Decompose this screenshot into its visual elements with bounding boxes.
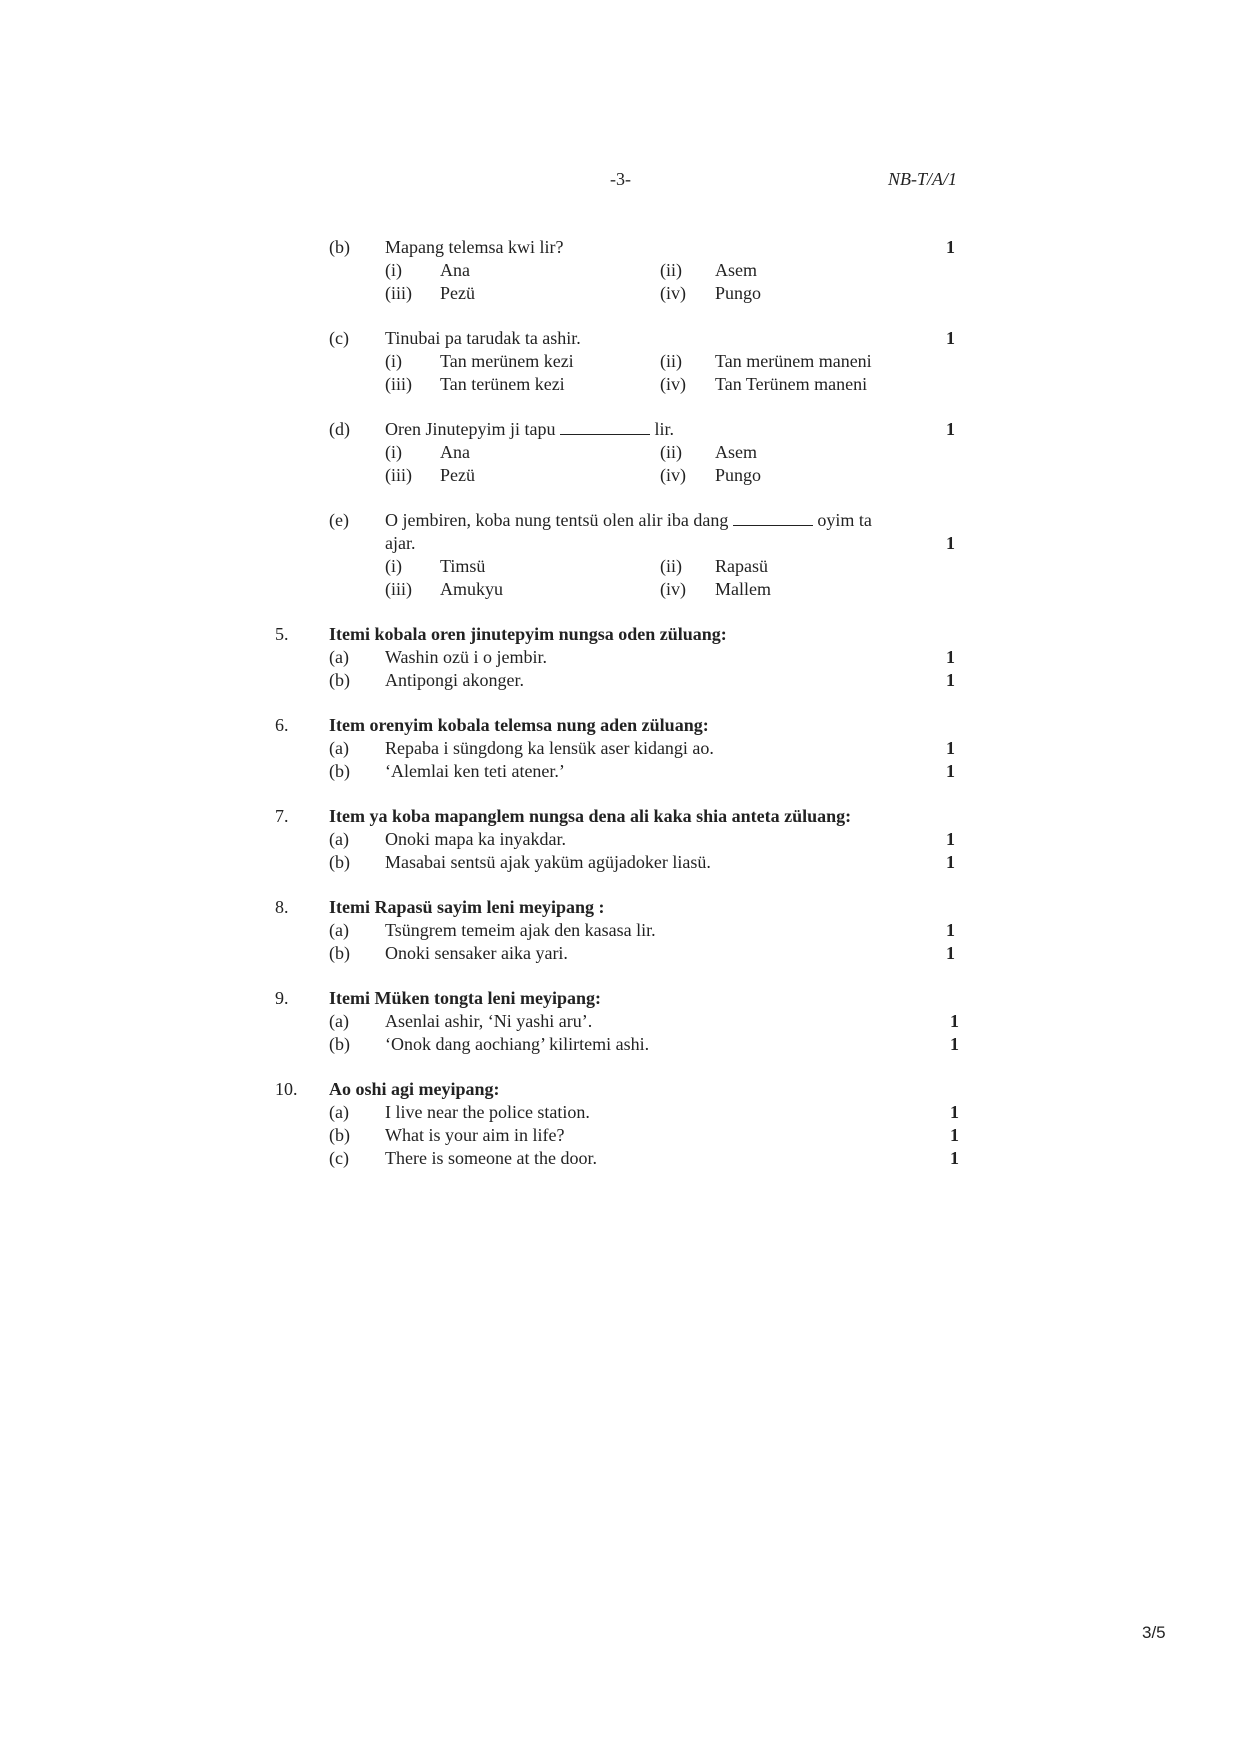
option-text: Amukyu [440, 579, 503, 599]
question-number: 5. [275, 624, 289, 644]
option-text: Pungo [715, 465, 762, 485]
item-text: ‘Alemlai ken teti atener.’ [385, 761, 565, 781]
option-number: (ii) [660, 442, 682, 462]
item-text: Asenlai ashir, ‘Ni yashi aru’. [385, 1011, 593, 1031]
item-text: Tinubai pa tarudak ta ashir. [385, 328, 581, 348]
option-text: Pungo [715, 283, 762, 303]
option-text: Rapasü [715, 556, 768, 576]
item-text-cont: oyim ta [817, 510, 872, 530]
marks: 1 [946, 943, 955, 963]
question-number: 7. [275, 806, 289, 826]
item-label: (b) [329, 761, 350, 781]
item-label: (b) [329, 943, 350, 963]
item-text: Antipongi akonger. [385, 670, 524, 690]
option-number: (ii) [660, 260, 682, 280]
item-text: What is your aim in life? [385, 1125, 565, 1145]
option-text: Pezü [440, 465, 475, 485]
item-text: O jembiren, koba nung tentsü olen alir iba dang [385, 510, 729, 530]
question-heading: Itemi Rapasü sayim leni meyipang : [329, 897, 605, 917]
item-label: (b) [329, 1034, 350, 1054]
option-text: Asem [715, 260, 757, 280]
page-indicator: 3/5 [1142, 1623, 1166, 1642]
item-text-wrap: ajar. [385, 533, 416, 553]
marks: 1 [946, 829, 955, 849]
option-number: (iii) [385, 465, 412, 485]
option-number: (ii) [660, 351, 682, 371]
option-text: Pezü [440, 283, 475, 303]
page-number: -3- [610, 169, 631, 189]
item-label: (a) [329, 1102, 349, 1122]
question-heading: Itemi Müken tongta leni meyipang: [329, 988, 601, 1008]
item-text: Washin ozü i o jembir. [385, 647, 548, 667]
option-number: (iii) [385, 374, 412, 394]
fill-in-blank [733, 511, 813, 526]
marks: 1 [946, 738, 955, 758]
item-label: (a) [329, 829, 349, 849]
option-number: (iv) [660, 374, 686, 394]
marks: 1 [950, 1011, 959, 1031]
option-number: (iv) [660, 465, 686, 485]
question-number: 10. [275, 1079, 298, 1099]
marks: 1 [946, 533, 955, 553]
option-number: (ii) [660, 556, 682, 576]
item-text: Repaba i süngdong ka lensük aser kidangi ao. [385, 738, 714, 758]
marks: 1 [946, 419, 955, 439]
fill-in-blank [560, 420, 650, 435]
question-heading: Item orenyim kobala telemsa nung aden züluang: [329, 715, 709, 735]
option-number: (i) [385, 260, 402, 280]
option-text: Asem [715, 442, 757, 462]
paper-code: NB-T/A/1 [888, 169, 958, 189]
item-label: (c) [329, 1148, 349, 1168]
item-text: Oren Jinutepyim ji tapu [385, 419, 556, 439]
question-number: 9. [275, 988, 289, 1008]
marks: 1 [946, 237, 955, 257]
option-text: Tan merünem kezi [440, 351, 574, 371]
marks: 1 [950, 1125, 959, 1145]
item-label: (b) [329, 1125, 350, 1145]
option-number: (i) [385, 351, 402, 371]
item-label: (a) [329, 738, 349, 758]
option-text: Mallem [715, 579, 771, 599]
marks: 1 [950, 1102, 959, 1122]
question-number: 8. [275, 897, 289, 917]
option-number: (iv) [660, 579, 686, 599]
option-number: (iv) [660, 283, 686, 303]
item-label: (b) [329, 852, 350, 872]
option-text: Timsü [440, 556, 486, 576]
question-heading: Item ya koba mapanglem nungsa dena ali kaka shia anteta züluang: [329, 806, 852, 826]
item-label: (a) [329, 1011, 349, 1031]
question-number: 6. [275, 715, 289, 735]
option-text: Ana [440, 442, 470, 462]
item-label: (a) [329, 920, 349, 940]
option-text: Tan terünem kezi [440, 374, 565, 394]
item-text: Onoki mapa ka inyakdar. [385, 829, 566, 849]
question-heading: Ao oshi agi meyipang: [329, 1079, 500, 1099]
question-heading: Itemi kobala oren jinutepyim nungsa oden züluang: [329, 624, 727, 644]
item-label: (b) [329, 237, 350, 257]
marks: 1 [946, 761, 955, 781]
marks: 1 [950, 1034, 959, 1054]
item-text: Masabai sentsü ajak yaküm agüjadoker liasü. [385, 852, 711, 872]
item-text: Mapang telemsa kwi lir? [385, 237, 564, 257]
option-number: (iii) [385, 283, 412, 303]
item-label: (e) [329, 510, 349, 530]
option-number: (i) [385, 556, 402, 576]
option-text: Tan merünem maneni [715, 351, 872, 371]
item-label: (b) [329, 670, 350, 690]
option-text: Tan Terünem maneni [715, 374, 868, 394]
option-number: (iii) [385, 579, 412, 599]
item-text: I live near the police station. [385, 1102, 590, 1122]
item-text-end: lir. [654, 419, 674, 439]
marks: 1 [946, 920, 955, 940]
option-number: (i) [385, 442, 402, 462]
marks: 1 [946, 328, 955, 348]
item-label: (c) [329, 328, 349, 348]
marks: 1 [950, 1148, 959, 1168]
item-label: (d) [329, 419, 350, 439]
item-text: Onoki sensaker aika yari. [385, 943, 568, 963]
item-label: (a) [329, 647, 349, 667]
item-text: There is someone at the door. [385, 1148, 597, 1168]
item-text: ‘Onok dang aochiang’ kilirtemi ashi. [385, 1034, 650, 1054]
item-text: Tsüngrem temeim ajak den kasasa lir. [385, 920, 656, 940]
option-text: Ana [440, 260, 470, 280]
marks: 1 [946, 647, 955, 667]
marks: 1 [946, 670, 955, 690]
marks: 1 [946, 852, 955, 872]
